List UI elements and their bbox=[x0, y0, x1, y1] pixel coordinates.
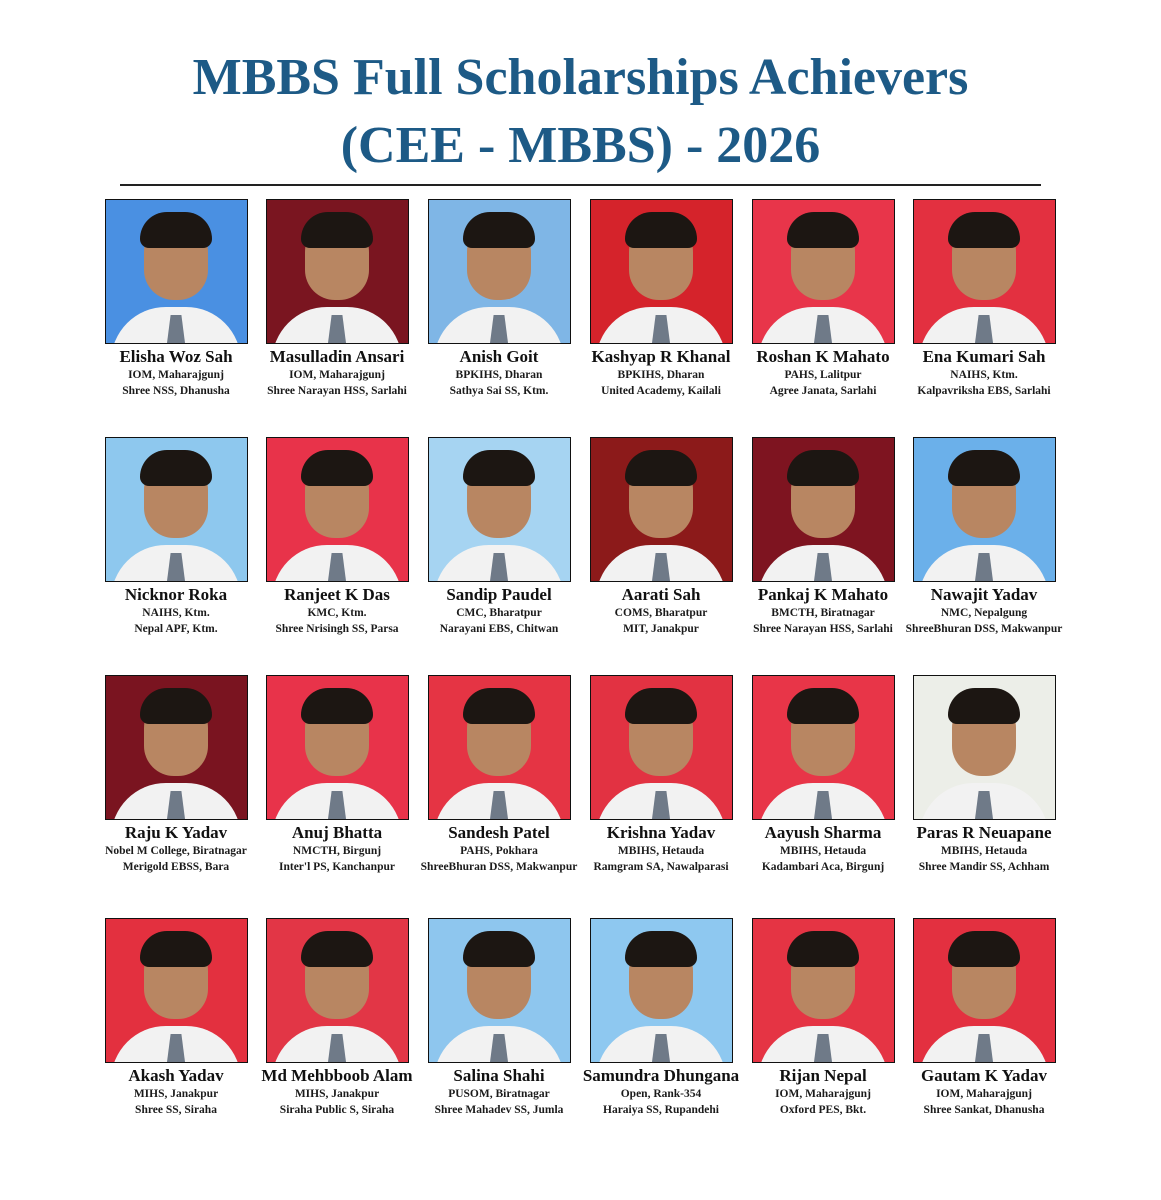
achiever-card bbox=[418, 918, 580, 1118]
achiever-college: IOM, Maharajgunj bbox=[936, 1088, 1032, 1100]
achiever-school: Sathya Sai SS, Ktm. bbox=[449, 385, 549, 397]
achiever-card bbox=[418, 675, 580, 875]
achiever-name: Salina Shahi bbox=[453, 1066, 545, 1085]
achiever-photo bbox=[913, 437, 1056, 582]
achiever-card bbox=[418, 437, 580, 637]
achiever-card bbox=[95, 675, 257, 875]
hair bbox=[463, 688, 535, 724]
achiever-school: Kadambari Aca, Birgunj bbox=[761, 861, 885, 873]
hair bbox=[140, 688, 212, 724]
achiever-photo bbox=[266, 918, 409, 1063]
achiever-card bbox=[95, 437, 257, 637]
achiever-card bbox=[903, 437, 1065, 637]
hair bbox=[301, 931, 373, 967]
achiever-college: MBIHS, Hetauda bbox=[617, 845, 705, 857]
achiever-college: NMC, Nepalgung bbox=[940, 607, 1028, 619]
achiever-name: Anuj Bhatta bbox=[291, 823, 383, 842]
achiever-card bbox=[742, 675, 904, 875]
hair bbox=[463, 931, 535, 967]
achiever-school: United Academy, Kailali bbox=[601, 385, 721, 397]
achiever-card bbox=[742, 437, 904, 637]
achiever-school: Shree Nrisingh SS, Parsa bbox=[275, 623, 399, 635]
hair bbox=[625, 450, 697, 486]
hair bbox=[463, 212, 535, 248]
achiever-school: Inter'l PS, Kanchanpur bbox=[279, 861, 395, 873]
achiever-name: Nicknor Roka bbox=[124, 585, 228, 604]
achiever-college: PUSOM, Biratnagar bbox=[448, 1088, 550, 1100]
achiever-name: Aarati Sah bbox=[621, 585, 701, 604]
achiever-card bbox=[903, 199, 1065, 399]
achiever-school: Shree SS, Siraha bbox=[135, 1104, 217, 1116]
achiever-school: Oxford PES, Bkt. bbox=[779, 1104, 867, 1116]
achiever-school: Shree Mandir SS, Achham bbox=[918, 861, 1050, 873]
achiever-college: IOM, Maharajgunj bbox=[128, 369, 224, 381]
hair bbox=[948, 450, 1020, 486]
achiever-photo bbox=[428, 199, 571, 344]
achiever-name: Samundra Dhungana bbox=[582, 1066, 740, 1085]
achiever-photo bbox=[266, 437, 409, 582]
achiever-school: Shree Narayan HSS, Sarlahi bbox=[753, 623, 893, 635]
achiever-name: Ranjeet K Das bbox=[284, 585, 390, 604]
achiever-photo bbox=[105, 675, 248, 820]
achiever-school: ShreeBhuran DSS, Makwanpur bbox=[905, 623, 1063, 635]
achiever-card bbox=[903, 675, 1065, 875]
achiever-college: NAIHS, Ktm. bbox=[950, 369, 1018, 381]
achiever-college: KMC, Ktm. bbox=[307, 607, 367, 619]
achiever-photo bbox=[752, 675, 895, 820]
achiever-school: Shree Narayan HSS, Sarlahi bbox=[267, 385, 407, 397]
achiever-college: Nobel M College, Biratnagar bbox=[105, 845, 247, 857]
achiever-photo bbox=[590, 199, 733, 344]
hair bbox=[625, 212, 697, 248]
achiever-photo bbox=[913, 918, 1056, 1063]
achiever-name: Kashyap R Khanal bbox=[591, 347, 731, 366]
achiever-school: Agree Janata, Sarlahi bbox=[769, 385, 877, 397]
achiever-card bbox=[256, 437, 418, 637]
achiever-school: Shree Mahadev SS, Jumla bbox=[434, 1104, 564, 1116]
title-divider bbox=[120, 184, 1041, 186]
achiever-card bbox=[256, 199, 418, 399]
achiever-college: BPKIHS, Dharan bbox=[455, 369, 543, 381]
achiever-school: Shree NSS, Dhanusha bbox=[122, 385, 230, 397]
hair bbox=[140, 931, 212, 967]
achiever-name: Gautam K Yadav bbox=[921, 1066, 1047, 1085]
achiever-college: BMCTH, Biratnagar bbox=[771, 607, 875, 619]
hair bbox=[948, 931, 1020, 967]
achiever-school: Ramgram SA, Nawalparasi bbox=[593, 861, 729, 873]
achiever-name: Pankaj K Mahato bbox=[757, 585, 889, 604]
achiever-college: PAHS, Pokhara bbox=[460, 845, 538, 857]
achiever-school: Nepal APF, Ktm. bbox=[134, 623, 218, 635]
achiever-card bbox=[742, 199, 904, 399]
hair bbox=[787, 688, 859, 724]
page-subtitle: (CEE - MBBS) - 2026 bbox=[340, 117, 821, 174]
hair bbox=[301, 450, 373, 486]
achiever-photo bbox=[105, 437, 248, 582]
hair bbox=[948, 212, 1020, 248]
achiever-college: MIHS, Janakpur bbox=[133, 1088, 219, 1100]
achiever-card bbox=[95, 199, 257, 399]
achiever-name: Nawajit Yadav bbox=[930, 585, 1038, 604]
achiever-photo bbox=[266, 675, 409, 820]
achiever-photo bbox=[752, 199, 895, 344]
achiever-photo bbox=[913, 199, 1056, 344]
achiever-college: MIHS, Janakpur bbox=[294, 1088, 380, 1100]
achiever-college: IOM, Maharajgunj bbox=[775, 1088, 871, 1100]
hair bbox=[787, 931, 859, 967]
hair bbox=[948, 688, 1020, 724]
hair bbox=[301, 212, 373, 248]
achiever-name: Raju K Yadav bbox=[124, 823, 228, 842]
achiever-card bbox=[580, 675, 742, 875]
achiever-photo bbox=[266, 199, 409, 344]
achiever-school: Haraiya SS, Rupandehi bbox=[603, 1104, 719, 1116]
achiever-school: MIT, Janakpur bbox=[623, 623, 699, 635]
achiever-photo bbox=[105, 918, 248, 1063]
hair bbox=[625, 688, 697, 724]
achiever-name: Aayush Sharma bbox=[764, 823, 882, 842]
achiever-college: MBIHS, Hetauda bbox=[779, 845, 867, 857]
hair bbox=[301, 688, 373, 724]
achiever-college: IOM, Maharajgunj bbox=[289, 369, 385, 381]
achiever-card bbox=[903, 918, 1065, 1118]
achiever-school: Shree Sankat, Dhanusha bbox=[923, 1104, 1045, 1116]
achiever-college: PAHS, Lalitpur bbox=[784, 369, 862, 381]
achiever-name: Paras R Neuapane bbox=[916, 823, 1052, 842]
achiever-college: BPKIHS, Dharan bbox=[617, 369, 705, 381]
achiever-card bbox=[418, 199, 580, 399]
achiever-photo bbox=[428, 437, 571, 582]
page-title: MBBS Full Scholarships Achievers bbox=[192, 49, 969, 106]
achiever-card bbox=[580, 199, 742, 399]
achiever-name: Md Mehbboob Alam bbox=[261, 1066, 413, 1085]
achiever-name: Sandip Paudel bbox=[446, 585, 552, 604]
hair bbox=[787, 212, 859, 248]
achiever-college: MBIHS, Hetauda bbox=[940, 845, 1028, 857]
achiever-photo bbox=[913, 675, 1056, 820]
achiever-card bbox=[742, 918, 904, 1118]
achiever-name: Ena Kumari Sah bbox=[922, 347, 1046, 366]
achiever-school: Kalpavriksha EBS, Sarlahi bbox=[917, 385, 1051, 397]
achiever-name: Sandesh Patel bbox=[448, 823, 550, 842]
achiever-school: ShreeBhuran DSS, Makwanpur bbox=[420, 861, 578, 873]
achiever-name: Anish Goit bbox=[459, 347, 539, 366]
achiever-college: Open, Rank-354 bbox=[620, 1088, 702, 1100]
achiever-photo bbox=[590, 437, 733, 582]
achiever-school: Merigold EBSS, Bara bbox=[122, 861, 230, 873]
hair bbox=[140, 450, 212, 486]
achiever-card bbox=[256, 918, 418, 1118]
achiever-name: Masulladin Ansari bbox=[269, 347, 405, 366]
achiever-photo bbox=[752, 437, 895, 582]
achiever-name: Rijan Nepal bbox=[779, 1066, 867, 1085]
achiever-photo bbox=[752, 918, 895, 1063]
achiever-card bbox=[256, 675, 418, 875]
achiever-card bbox=[95, 918, 257, 1118]
hair bbox=[787, 450, 859, 486]
achiever-name: Krishna Yadav bbox=[606, 823, 716, 842]
achiever-college: NAIHS, Ktm. bbox=[142, 607, 210, 619]
achiever-college: CMC, Bharatpur bbox=[456, 607, 542, 619]
achiever-school: Siraha Public S, Siraha bbox=[279, 1104, 395, 1116]
hair bbox=[625, 931, 697, 967]
achiever-college: NMCTH, Birgunj bbox=[292, 845, 382, 857]
achiever-school: Narayani EBS, Chitwan bbox=[439, 623, 559, 635]
achiever-photo bbox=[428, 918, 571, 1063]
hair bbox=[140, 212, 212, 248]
achiever-photo bbox=[105, 199, 248, 344]
achiever-college: COMS, Bharatpur bbox=[614, 607, 708, 619]
achiever-photo bbox=[428, 675, 571, 820]
achiever-card bbox=[580, 437, 742, 637]
achiever-name: Elisha Woz Sah bbox=[119, 347, 233, 366]
achiever-name: Akash Yadav bbox=[128, 1066, 224, 1085]
achiever-card bbox=[580, 918, 742, 1118]
hair bbox=[463, 450, 535, 486]
achiever-name: Roshan K Mahato bbox=[756, 347, 890, 366]
achiever-photo bbox=[590, 918, 733, 1063]
achiever-photo bbox=[590, 675, 733, 820]
